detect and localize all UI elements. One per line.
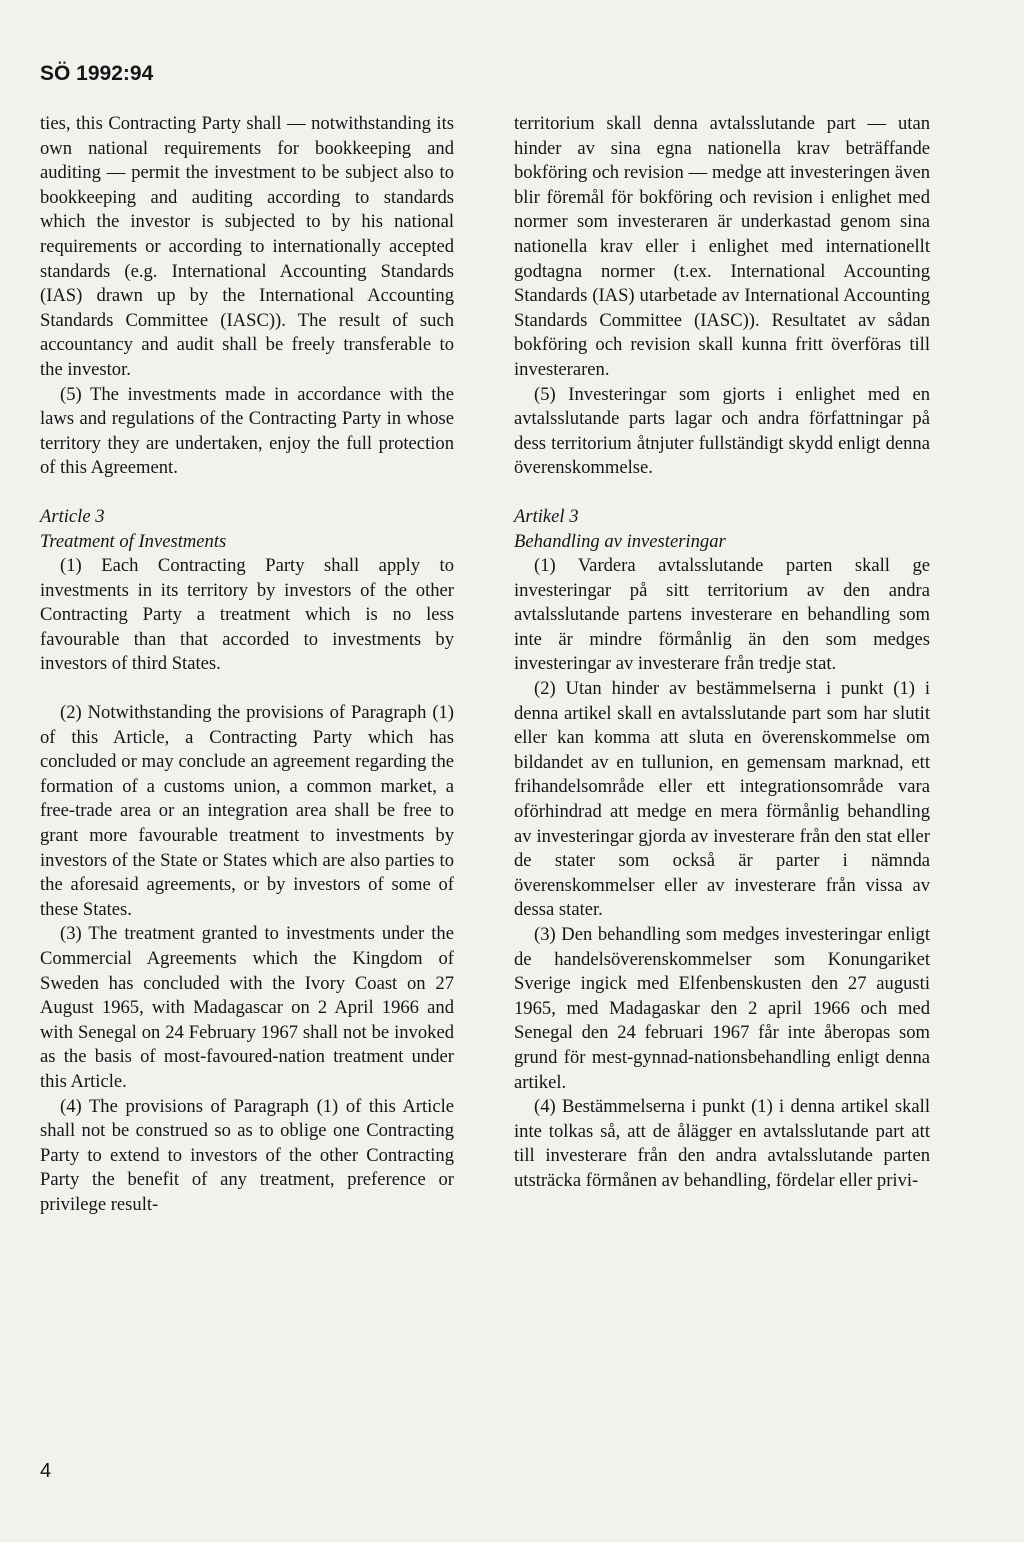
sv-article-title: Behandling av investeringar xyxy=(514,530,726,552)
en-article-heading: Article 3 xyxy=(40,505,105,527)
english-column xyxy=(40,112,454,1218)
en-article-paragraph-4: (4) The provisions of Paragraph (1) of this Article shall not be construed so as to oblige one Contracting Party to extend to investors of the other Contracting Party the benefit of any treatment, preference or privilege result- xyxy=(40,1095,454,1215)
page-header: SÖ 1992:94 xyxy=(40,62,154,85)
sv-article-paragraph-4: (4) Bestämmelserna i punkt (1) i denna artikel skall inte tolkas så, att de ålägger en avtalsslutande part att till investerare från den andra avtalsslutande parten utsträcka förmånen av behandling, fördelar eller privi- xyxy=(514,1096,930,1191)
en-paragraph-continued: ties, this Contracting Party shall — notwithstanding its own national requirements for bookkeeping and auditing — permit the investment to be subject also to bookkeeping and auditing according to standards which the investor is subjected to by his national requirements or according to internationally accepted standards (e.g. International Accounting Standards (IAS) drawn up by the International Accounting Standards Committee (IASC)). The result of such accountancy and audit shall be freely transferable to the investor. xyxy=(40,113,454,380)
sv-paragraph-5: (5) Investeringar som gjorts i enlighet med en avtalsslutande parts lagar och andra författningar på dess territorium åtnjuter fullständigt skydd enligt denna överenskommelse. xyxy=(514,383,930,479)
en-paragraph-5: (5) The investments made in accordance with the laws and regulations of the Contracting Party in whose territory they are undertaken, enjoy the full protection of this Agreement. xyxy=(40,383,454,479)
sv-article-paragraph-2: (2) Utan hinder av bestämmelserna i punkt (1) i denna artikel skall en avtalsslutande part som har slutit eller kan komma att sluta en överenskommelse om bildandet av en tullunion, en gemensam marknad, ett frihandelsområde eller ett integrationsområde vara oförhindrad att medge en mera förmånlig behandling av investeringar gjorda av investerare från den stat eller de stater som också är parter i nämnda överenskommelser eller av investerare från vissa av dessa stater. xyxy=(514,678,930,921)
sv-paragraph-continued: territorium skall denna avtalsslutande part — utan hinder av sina egna nationella krav beträffande bokföring och revision — medge att investeringen även blir föremål för bokföring och revision i enlighet med normer som investeraren är underkastad genom sina nationella krav eller i enlighet med internationellt godtagna normer (t.ex. International Accounting Standards (IAS) utarbetade av International Accounting Standards Committee (IASC)). Resultatet av sådan bokföring och revision skall kunna fritt överföras till investeraren. xyxy=(514,113,930,380)
swedish-column xyxy=(514,112,930,1194)
sv-article-heading: Artikel 3 xyxy=(514,505,579,527)
en-article-paragraph-3: (3) The treatment granted to investments under the Commercial Agreements which the Kingdom of Sweden has concluded with the Ivory Coast on 27 August 1965, with Madagascar on 2 April 1966 and with Senegal on 24 February 1967 shall not be invoked as the basis of most-favoured-nation treatment under this Article. xyxy=(40,923,454,1092)
sv-article-paragraph-3: (3) Den behandling som medges investeringar enligt de handelsöverenskommelser som Konungariket Sverige ingick med Elfenbenskusten den 27 augusti 1965, med Madagaskar den 2 april 1966 och med Senegal den 24 februari 1967 får inte åberopas som grund för mest-gynnad-nationsbehandling enligt denna artikel. xyxy=(514,924,930,1093)
en-article-paragraph-2: (2) Notwithstanding the provisions of Paragraph (1) of this Article, a Contracting Party which has concluded or may conclude an agreement regarding the formation of a customs union, a common market, a free-trade area or an integration area shall be free to grant more favourable treatment to investments by investors of the State or States which are also parties to the aforesaid agreements, or by investors of some of these States. xyxy=(40,702,454,920)
en-article-paragraph-1: (1) Each Contracting Party shall apply to investments in its territory by investors of the other Contracting Party a treatment which is no less favourable than that accorded to investments by investors of third States. xyxy=(40,555,454,675)
en-article-title: Treatment of Investments xyxy=(40,530,227,552)
page-number: 4 xyxy=(40,1460,52,1482)
sv-article-paragraph-1: (1) Vardera avtalsslutande parten skall ge investeringar på sitt territorium av den andra avtalsslutande partens investerare en behandling som inte är mindre förmånlig än den som medges investeringar av investerare från tredje stat. xyxy=(514,555,930,675)
